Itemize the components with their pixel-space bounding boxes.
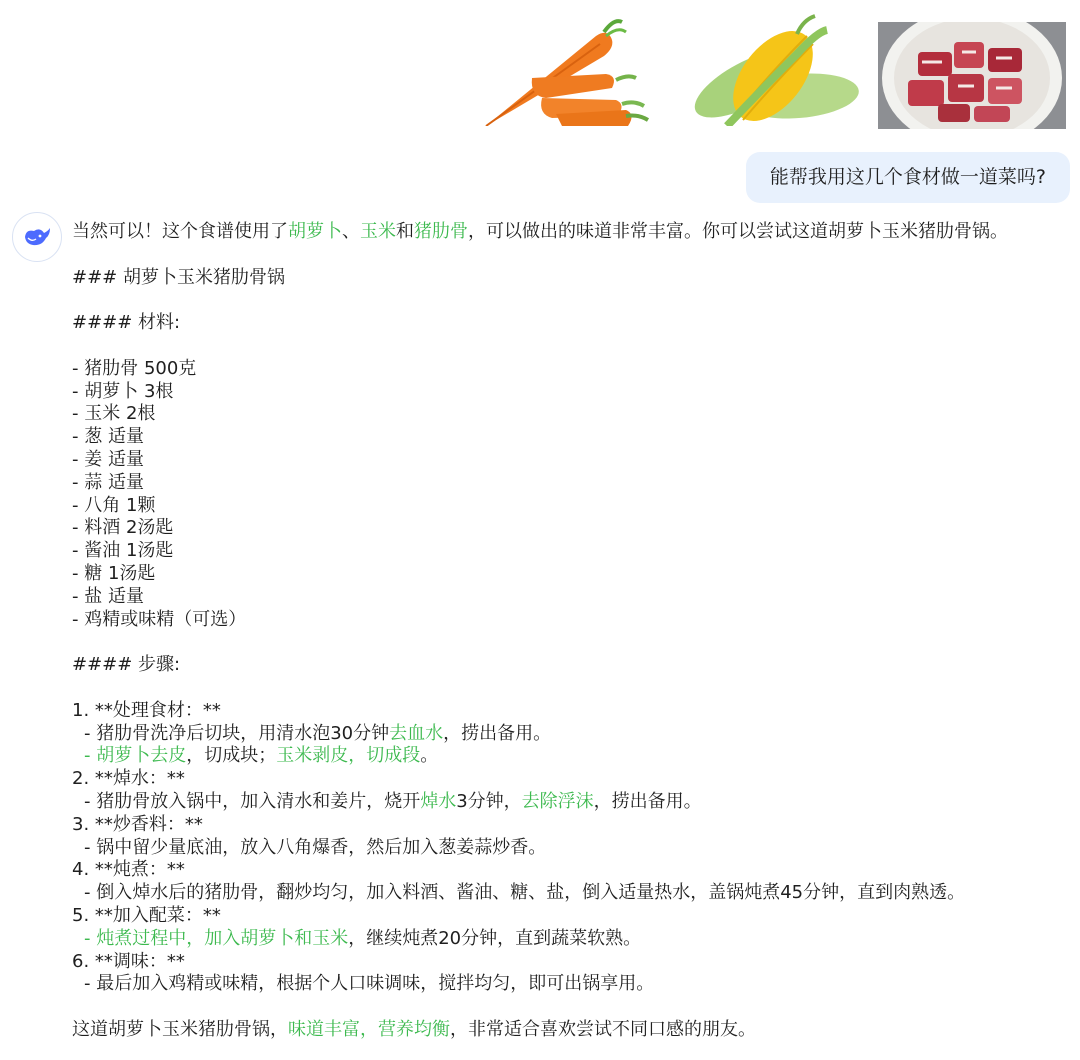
list-item: - 酱油 1汤匙	[72, 540, 174, 562]
step-5-title: 5. **加入配菜：**	[72, 904, 221, 926]
list-item: - 八角 1颗	[72, 494, 156, 516]
step-5-line-a: - 炖煮过程中，加入胡萝卜和玉米，继续炖煮20分钟，直到蔬菜软熟。	[84, 927, 642, 949]
list-item: - 鸡精或味精（可选）	[72, 608, 247, 630]
whale-logo-icon	[22, 225, 52, 249]
step-2-line-a: - 猪肋骨放入锅中，加入清水和姜片，烧开焯水3分钟，去除浮沫，捞出备用。	[84, 790, 702, 812]
step-4-line-a: - 倒入焯水后的猪肋骨，翻炒均匀，加入料酒、酱油、糖、盐，倒入适量热水，盖锅炖煮45分钟，直到肉熟透。	[84, 882, 966, 904]
list-item: - 玉米 2根	[72, 403, 156, 425]
list-item: - 糖 1汤匙	[72, 562, 156, 584]
corn-image[interactable]	[677, 14, 864, 126]
list-item: - 胡萝卜 3根	[72, 380, 174, 402]
list-item: - 葱 适量	[72, 426, 144, 448]
reply-closing: 这道胡萝卜玉米猪肋骨锅，味道丰富，营养均衡，非常适合喜欢尝试不同口感的朋友。	[72, 1018, 756, 1040]
assistant-reply	[72, 221, 1072, 1042]
reply-intro: 当然可以！这个食谱使用了胡萝卜、玉米和猪肋骨，可以做出的味道非常丰富。你可以尝试这道胡萝卜玉米猪肋骨锅。	[72, 221, 1008, 242]
pork-ribs-image[interactable]	[878, 22, 1066, 129]
step-1-title: 1. **处理食材：**	[72, 699, 221, 721]
step-6-title: 6. **调味：**	[72, 950, 185, 972]
attachment-row	[476, 14, 1066, 129]
list-item: - 料酒 2汤匙	[72, 517, 174, 539]
assistant-avatar	[12, 212, 62, 262]
step-1-line-b: - 胡萝卜去皮，切成块；玉米剥皮，切成段。	[84, 745, 439, 767]
materials-heading: #### 材料:	[72, 312, 181, 334]
list-item: - 盐 适量	[72, 585, 144, 607]
list-item: - 蒜 适量	[72, 471, 144, 493]
user-message-bubble: 能帮我用这几个食材做一道菜吗?	[746, 152, 1070, 203]
carrots-image[interactable]	[476, 14, 663, 126]
list-item: - 姜 适量	[72, 448, 144, 470]
step-3-line-a: - 锅中留少量底油，放入八角爆香，然后加入葱姜蒜炒香。	[84, 836, 547, 858]
steps-heading: #### 步骤:	[72, 654, 181, 676]
step-4-title: 4. **炖煮：**	[72, 859, 185, 881]
step-1-line-a: - 猪肋骨洗净后切块，用清水泡30分钟去血水，捞出备用。	[84, 722, 552, 744]
list-item: - 猪肋骨 500克	[72, 357, 197, 379]
recipe-title: ### 胡萝卜玉米猪肋骨锅	[72, 266, 285, 288]
step-3-title: 3. **炒香料：**	[72, 813, 203, 835]
step-6-line-a: - 最后加入鸡精或味精，根据个人口味调味，搅拌均匀，即可出锅享用。	[84, 973, 655, 995]
step-2-title: 2. **焯水：**	[72, 768, 185, 790]
